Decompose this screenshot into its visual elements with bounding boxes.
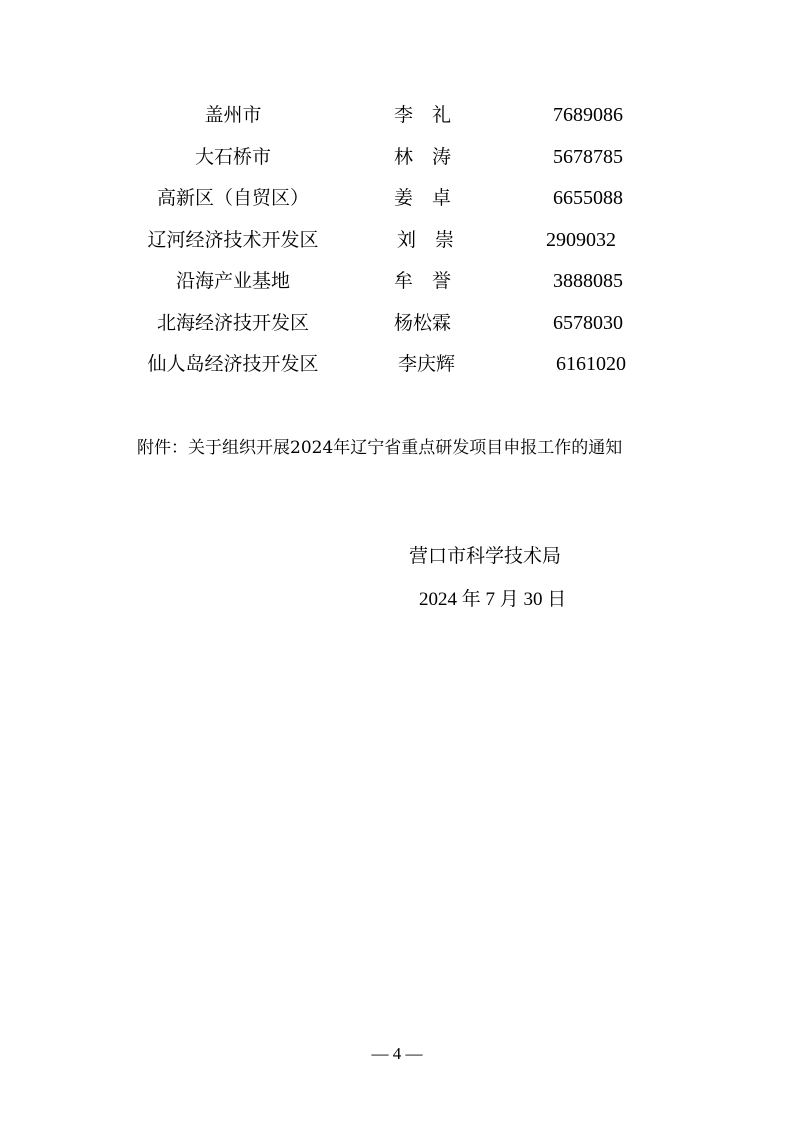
contact-phone: 6578030 [553,312,623,334]
contact-phone: 6655088 [553,187,623,209]
signing-organization: 营口市科学技术局 [409,545,562,567]
contact-region: 北海经济技开发区 [156,312,309,334]
contact-person: 李 礼 [394,104,452,126]
contact-phone: 6161020 [556,353,626,375]
attachment-line: 附件：关于组织开展2024年辽宁省重点研发项目申报工作的通知 [137,438,623,458]
contact-region: 高新区（自贸区） [156,187,309,209]
contact-person: 林 涛 [394,146,452,168]
contact-region: 沿海产业基地 [175,270,290,292]
contact-row [0,349,794,379]
contact-phone: 3888085 [553,270,623,292]
contact-region: 大石桥市 [194,146,271,168]
contact-region: 辽河经济技术开发区 [147,229,319,251]
contact-row [0,225,794,255]
contact-person: 李庆辉 [398,353,456,375]
contact-phone: 2909032 [546,229,616,251]
contact-row [0,142,794,172]
contact-person: 刘 崇 [397,229,455,251]
contact-person: 牟 誉 [394,270,452,292]
contact-row [0,183,794,213]
contact-person: 杨松霖 [394,312,452,334]
contact-region: 仙人岛经济技开发区 [147,353,319,375]
signing-date: 2024 年 7 月 30 日 [419,589,567,610]
contact-region: 盖州市 [204,104,262,126]
contact-phone: 5678785 [553,146,623,168]
contact-person: 姜 卓 [394,187,452,209]
page-number: — 4 — [371,1044,423,1063]
contact-row [0,100,794,130]
contact-phone: 7689086 [553,104,623,126]
contact-row [0,308,794,338]
contact-row [0,266,794,296]
